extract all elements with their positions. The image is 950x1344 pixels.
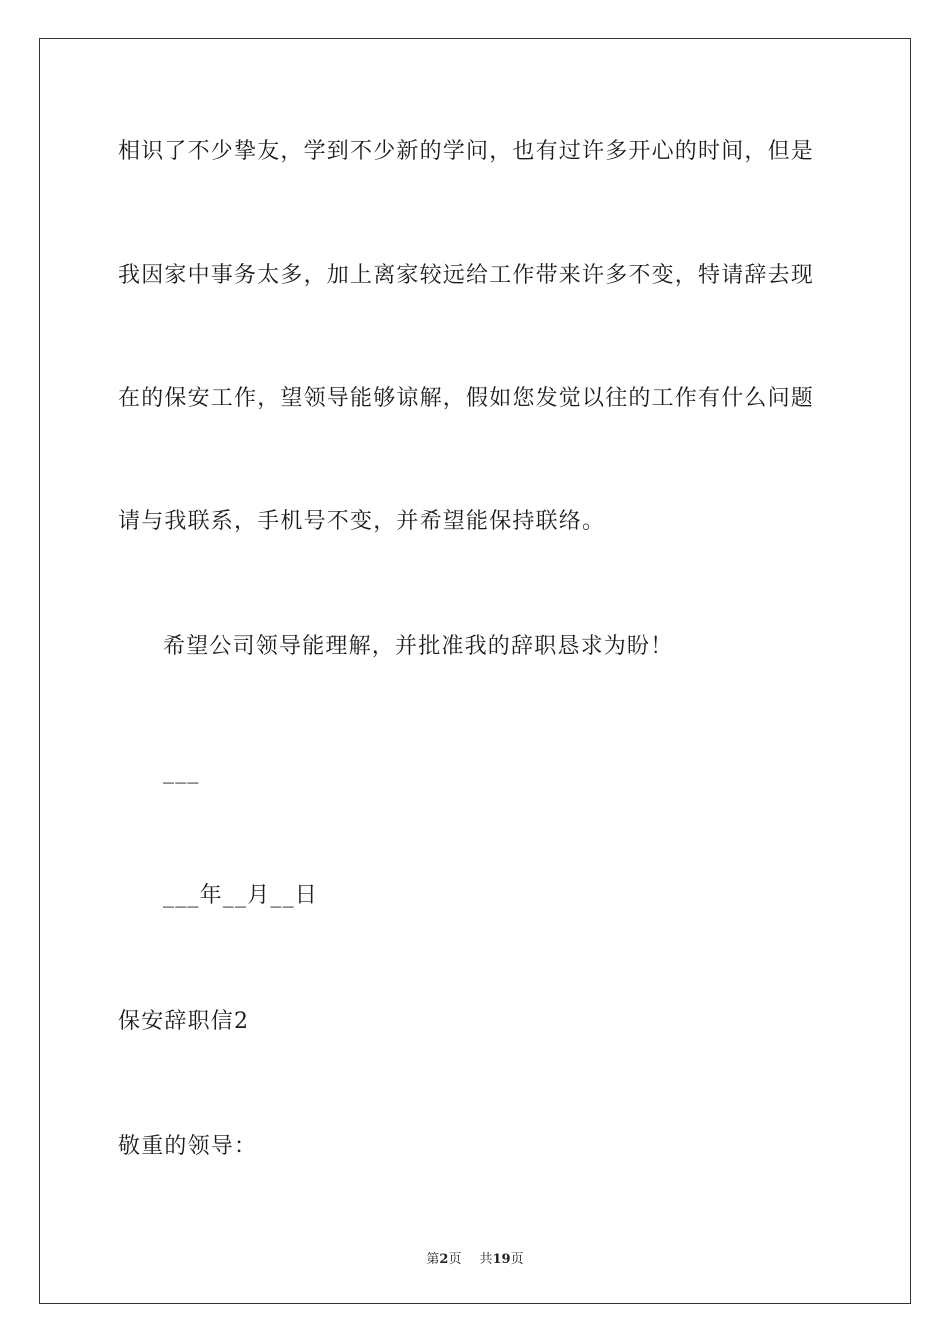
- footer-page-suffix: 页: [448, 1252, 462, 1267]
- footer-page-number: 2: [439, 1252, 449, 1267]
- closing-request: 希望公司领导能理解，并批准我的辞职恳求为盼！: [163, 634, 674, 659]
- footer-total-pages: 19: [492, 1252, 511, 1267]
- signature-blank: ___: [163, 759, 200, 784]
- page-footer: [0, 1248, 950, 1267]
- footer-page-prefix: 第: [426, 1252, 440, 1267]
- footer-total-suffix: 页: [510, 1252, 524, 1267]
- salutation: 敬重的领导：: [118, 1134, 258, 1159]
- page-border: [39, 38, 911, 1304]
- date-line: ___年__月__日: [163, 883, 319, 908]
- section-heading: 保安辞职信2: [118, 1009, 250, 1034]
- body-line-1: 相识了不少挚友，学到不少新的学问，也有过许多开心的时间，但是: [118, 139, 815, 164]
- body-line-2: 我因家中事务太多，加上离家较远给工作带来许多不变，特请辞去现: [118, 263, 815, 288]
- body-line-4: 请与我联系，手机号不变，并希望能保持联络。: [118, 509, 606, 534]
- footer-total-prefix: 共: [479, 1252, 493, 1267]
- body-line-3: 在的保安工作，望领导能够谅解，假如您发觉以往的工作有什么问题: [118, 386, 815, 411]
